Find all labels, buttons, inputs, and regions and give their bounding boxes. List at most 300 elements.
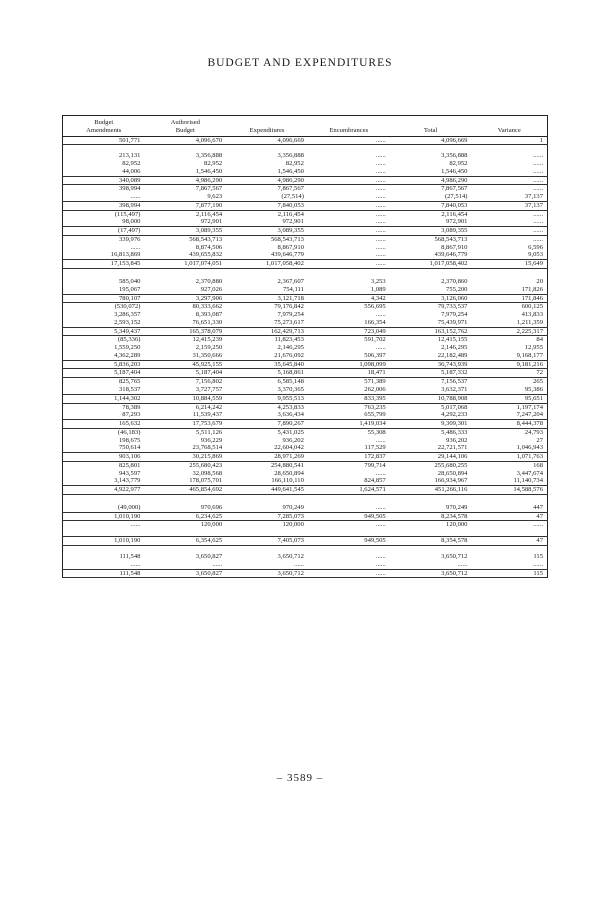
table-cell: 254,880,541 (270, 461, 304, 469)
table-cell: 3,253 (370, 278, 386, 286)
table-cell: 449,641,545 (226, 486, 308, 495)
table-cell: 6,234,625 (144, 512, 226, 521)
table-row (63, 352, 548, 360)
table-row (63, 278, 548, 286)
table-cell: ...... (130, 560, 141, 568)
table-cell: 1,017,058,402 (226, 260, 308, 269)
table-cell: 9,053 (528, 251, 543, 259)
table-cell: 3,370,365 (277, 385, 304, 393)
table-cell: 162,429,713 (226, 327, 308, 336)
spacer-cell (144, 529, 226, 537)
table-cell: ...... (533, 152, 543, 160)
table-cell: 1,546,450 (441, 167, 468, 175)
table-cell: 22,721,571 (437, 444, 468, 452)
spacer-cell (226, 145, 308, 153)
table-cell: 14,588,576 (471, 486, 547, 495)
table-cell: 1,010,190 (63, 512, 145, 521)
header-total: Total (390, 116, 472, 137)
table-row (63, 561, 548, 569)
table-row (63, 461, 548, 469)
table-cell: 9,955,513 (226, 394, 308, 403)
table-cell: (46,183) (117, 428, 141, 436)
table-row (63, 444, 548, 452)
table-cell: ...... (457, 560, 468, 568)
table-cell: ...... (533, 218, 543, 226)
table-cell: ...... (375, 210, 386, 218)
table-cell: 4,096,670 (144, 136, 226, 145)
table-cell: 21,676,092 (274, 351, 304, 359)
table-cell: 8,393,087 (195, 311, 223, 319)
table-cell: 10,884,559 (144, 394, 226, 403)
table-row (63, 303, 548, 311)
table-cell: 1,197,174 (516, 403, 543, 411)
table-cell: (27,514) (281, 193, 304, 201)
table-cell: 3,632,371 (441, 385, 468, 393)
table-cell: 178,075,701 (189, 477, 223, 485)
table-cell: 4,253,833 (277, 403, 304, 411)
spacer-cell (63, 145, 145, 153)
table-cell: 95,386 (524, 385, 543, 393)
table-cell: 213,131 (119, 152, 141, 160)
table-cell: 80,333,662 (192, 303, 223, 311)
table-cell: 1,046,943 (516, 444, 543, 452)
spacer-row (63, 494, 548, 504)
table-cell: 5,836,203 (63, 360, 145, 369)
table-cell: 447 (533, 503, 543, 511)
table-cell: 255,680,255 (434, 461, 468, 469)
header-budget-amendments: Budget Amendments (63, 116, 145, 137)
table-cell: ...... (294, 560, 304, 568)
subtotal-row (63, 260, 548, 269)
table-cell: 8,354,578 (390, 537, 472, 546)
table-cell: 398,994 (63, 201, 145, 210)
budget-table (62, 115, 548, 578)
table-cell: 3,356,888 (195, 152, 223, 160)
table-cell: 78,389 (122, 403, 141, 411)
table-cell: 4,292,233 (441, 411, 468, 419)
table-cell: 936,202 (282, 436, 304, 444)
spacer-cell (308, 145, 390, 153)
table-cell: 82,952 (449, 160, 468, 168)
table-row (63, 437, 548, 445)
table-cell: 12,415,155 (437, 336, 468, 344)
table-cell: 8,867,910 (441, 243, 468, 251)
table-cell: 780,107 (63, 294, 145, 303)
spacer-cell (390, 269, 472, 279)
table-cell: 27 (536, 436, 543, 444)
table-cell: 2,593,152 (114, 318, 141, 326)
table-cell: ...... (308, 260, 390, 269)
table-cell: 111,548 (63, 569, 145, 578)
table-cell: 28,971,269 (226, 453, 308, 462)
table-cell: 1,144,302 (63, 394, 145, 403)
table-cell: 28,650,894 (274, 469, 304, 477)
table-cell: 972,901 (446, 218, 468, 226)
spacer-cell (308, 529, 390, 537)
table-cell: 115 (471, 569, 547, 578)
spacer-cell (226, 529, 308, 537)
subtotal-row (63, 360, 548, 369)
table-cell: 439,646,779 (270, 251, 304, 259)
table-cell: 195,067 (119, 285, 141, 293)
table-cell: 571,389 (364, 378, 386, 386)
table-cell: 6,354,625 (144, 537, 226, 546)
table-cell: 465,854,692 (144, 486, 226, 495)
table-cell: 84 (536, 336, 543, 344)
table-cell: 165,378,079 (144, 327, 226, 336)
table-row (63, 411, 548, 419)
subtotal-row (63, 369, 548, 378)
table-cell: 7,867,567 (277, 185, 304, 193)
table-row (63, 477, 548, 485)
spacer-cell (308, 545, 390, 553)
table-cell: 115 (533, 552, 543, 560)
table-cell: 439,655,832 (189, 251, 223, 259)
table-cell: 655,799 (364, 411, 386, 419)
table-cell: 4,986,290 (390, 176, 472, 185)
table-cell: 8,234,578 (390, 512, 472, 521)
spacer-cell (471, 494, 547, 504)
table-cell: 262,006 (364, 385, 386, 393)
table-cell: 120,000 (446, 521, 468, 529)
table-cell: 568,543,713 (270, 235, 304, 243)
table-cell: 82,952 (204, 160, 223, 168)
table-cell: 24,793 (524, 428, 543, 436)
table-cell: 47 (471, 537, 547, 546)
subtotal-row (63, 394, 548, 403)
table-cell: 600,125 (521, 303, 543, 311)
subtotal-row (63, 537, 548, 546)
spacer-cell (308, 269, 390, 279)
table-cell: ...... (375, 243, 386, 251)
table-cell: ...... (375, 311, 386, 319)
table-cell: 22,604,042 (274, 444, 304, 452)
table-cell: 949,505 (308, 537, 390, 546)
table-cell: 949,505 (308, 512, 390, 521)
table-cell: 1,017,058,402 (390, 260, 472, 269)
table-cell: 5,187,332 (390, 369, 472, 378)
table-cell: 6,214,242 (195, 403, 223, 411)
table-cell: 2,146,295 (277, 344, 304, 352)
table-cell: ...... (375, 521, 386, 529)
table-cell: ...... (375, 167, 386, 175)
table-cell: 451,266,116 (390, 486, 472, 495)
table-cell: 166,110,110 (271, 477, 304, 485)
table-cell: 12,955 (524, 344, 543, 352)
header-variance: Variance (471, 116, 547, 137)
table-cell: 943,597 (119, 469, 141, 477)
table-cell: 7,285,073 (226, 512, 308, 521)
table-cell: 3,286,357 (114, 311, 141, 319)
table-cell: 972,901 (282, 218, 304, 226)
spacer-cell (390, 494, 472, 504)
table-cell: 8,444,378 (471, 420, 547, 429)
table-cell: 723,049 (308, 327, 390, 336)
table-row (63, 160, 548, 168)
table-cell: 171,846 (471, 294, 547, 303)
table-cell: 30,215,869 (144, 453, 226, 462)
table-cell: 824,857 (364, 477, 386, 485)
table-cell: ...... (533, 521, 543, 529)
table-cell: 4,342 (308, 294, 390, 303)
table-cell: 87,293 (122, 411, 141, 419)
table-cell: 2,116,454 (277, 210, 304, 218)
subtotal-row (63, 420, 548, 429)
table-cell: 5,187,404 (63, 369, 145, 378)
table-cell: 5,431,025 (277, 428, 304, 436)
table-row (63, 386, 548, 394)
table-cell: ...... (375, 152, 386, 160)
table-cell: 927,026 (200, 285, 223, 293)
table-cell: 1,419,034 (308, 420, 390, 429)
table-cell: 166,934,967 (434, 477, 468, 485)
table-cell: 82,952 (285, 160, 304, 168)
table-row (63, 168, 548, 176)
table-cell: 903,106 (63, 453, 145, 462)
table-cell: 7,890,267 (226, 420, 308, 429)
table-row (63, 185, 548, 193)
table-cell: 4,922,977 (63, 486, 145, 495)
table-cell: 23,768,514 (192, 444, 223, 452)
table-cell: 3,356,888 (441, 152, 468, 160)
table-cell: ...... (308, 136, 390, 145)
table-cell: 3,297,906 (144, 294, 226, 303)
table-cell: 28,650,894 (437, 469, 468, 477)
table-cell: 7,405,073 (226, 537, 308, 546)
table-cell: 171,826 (521, 285, 543, 293)
table-cell: 4,986,290 (144, 176, 226, 185)
table-cell: 3,121,718 (226, 294, 308, 303)
table-cell: 1,010,190 (63, 537, 145, 546)
table-cell: 970,249 (282, 503, 304, 511)
table-cell: 76,651,330 (192, 318, 223, 326)
table-row (63, 553, 548, 561)
table-cell: 556,695 (364, 303, 386, 311)
table-cell: (49,000) (117, 503, 141, 511)
table-cell: 22,182,489 (437, 351, 468, 359)
table-cell: 165,632 (63, 420, 145, 429)
table-cell: 2,146,295 (441, 344, 468, 352)
table-row (63, 470, 548, 478)
table-row (63, 152, 548, 160)
subtotal-row (63, 227, 548, 236)
table-cell: 2,367,607 (277, 278, 304, 286)
table-cell: 37,137 (524, 193, 543, 201)
table-cell: 11,823,453 (274, 336, 304, 344)
table-cell: 439,646,779 (434, 251, 468, 259)
spacer-cell (144, 269, 226, 279)
table-cell: 1,624,571 (308, 486, 390, 495)
table-cell: 8,874,506 (195, 243, 223, 251)
table-cell: ...... (375, 469, 386, 477)
table-cell: 15,649 (471, 260, 547, 269)
table-cell: 98,000 (122, 218, 141, 226)
table-cell: 3,650,712 (226, 569, 308, 578)
table-cell: 9,168,177 (516, 351, 543, 359)
spacer-cell (144, 494, 226, 504)
table-row (63, 218, 548, 226)
table-cell: 265 (533, 378, 543, 386)
table-cell: 568,543,713 (434, 235, 468, 243)
subtotal-row (63, 201, 548, 210)
table-cell: 970,249 (446, 503, 468, 511)
table-row (63, 210, 548, 218)
table-cell: ...... (533, 560, 543, 568)
table-cell: 7,979,254 (441, 311, 468, 319)
table-cell: ...... (375, 552, 386, 560)
header-authorised-budget: Authorised Budget (144, 116, 226, 137)
table-cell: 4,986,290 (226, 176, 308, 185)
table-cell: 3,089,355 (144, 227, 226, 236)
table-cell: (115,497) (114, 210, 141, 218)
table-cell: 3,447,674 (516, 469, 543, 477)
table-cell: 111,548 (119, 552, 141, 560)
table-cell: 7,867,567 (195, 185, 223, 193)
table-cell: 7,877,190 (144, 201, 226, 210)
table-cell: (530,072) (114, 303, 141, 311)
table-cell: ...... (375, 560, 386, 568)
table-cell: (17,497) (63, 227, 145, 236)
header-encumbrances: Encumbrances (308, 116, 390, 137)
table-cell: 31,350,666 (192, 351, 223, 359)
table-cell: 72 (471, 369, 547, 378)
table-cell: 29,144,106 (390, 453, 472, 462)
table-cell: 44,006 (122, 167, 141, 175)
table-cell: ...... (375, 218, 386, 226)
spacer-cell (308, 494, 390, 504)
table-cell: ...... (130, 193, 141, 201)
table-cell: ...... (130, 521, 141, 529)
table-cell: 3,650,712 (277, 552, 304, 560)
spacer-row (63, 145, 548, 153)
spacer-cell (63, 529, 145, 537)
table-cell: ...... (212, 560, 223, 568)
spacer-cell (226, 545, 308, 553)
header-row (63, 116, 548, 137)
table-cell: 117,529 (364, 444, 386, 452)
table-row (63, 403, 548, 411)
table-cell: 825,765 (119, 378, 141, 386)
table-cell: 79,733,537 (437, 303, 468, 311)
table-cell: 3,650,712 (390, 569, 472, 578)
table-cell: 9,309,301 (390, 420, 472, 429)
table-cell: 45,925,155 (144, 360, 226, 369)
table-cell: ...... (533, 185, 543, 193)
table-cell: 5,349,437 (63, 327, 145, 336)
table-cell: ...... (375, 160, 386, 168)
table-cell: 4,362,289 (114, 351, 141, 359)
table-row (63, 319, 548, 327)
table-cell: 32,098,568 (192, 469, 223, 477)
table-cell: ...... (375, 193, 386, 201)
table-row (63, 193, 548, 201)
table-cell: 3,727,757 (195, 385, 223, 393)
table-cell: 4,096,669 (390, 136, 472, 145)
table-cell: (27,514) (444, 193, 468, 201)
table-cell: 7,867,567 (441, 185, 468, 193)
table-cell: 2,225,317 (471, 327, 547, 336)
table-cell: 340,089 (63, 176, 145, 185)
page-title: BUDGET AND EXPENDITURES (207, 57, 393, 69)
table-cell: 970,696 (200, 503, 223, 511)
table-cell: 120,000 (282, 521, 304, 529)
table-cell: 120,000 (200, 521, 223, 529)
table-row (63, 378, 548, 386)
spacer-cell (63, 545, 145, 553)
table-cell: 2,370,860 (441, 278, 468, 286)
table-cell: 972,901 (200, 218, 223, 226)
table-cell: ...... (533, 167, 543, 175)
spacer-cell (226, 494, 308, 504)
table-row (63, 336, 548, 344)
table-cell: ...... (533, 160, 543, 168)
table-cell: 7,840,053 (226, 201, 308, 210)
table-cell: 37,137 (471, 201, 547, 210)
table-cell: ...... (308, 176, 390, 185)
table-row (63, 235, 548, 243)
table-cell: 3,650,827 (144, 569, 226, 578)
table-row (63, 504, 548, 512)
table-cell: ...... (533, 210, 543, 218)
spacer-cell (390, 545, 472, 553)
table-cell: 1,071,763 (471, 453, 547, 462)
spacer-cell (63, 494, 145, 504)
table-cell: 11,140,734 (513, 477, 543, 485)
subtotal-row (63, 327, 548, 336)
subtotal-row (63, 569, 548, 578)
subtotal-row (63, 294, 548, 303)
spacer-cell (471, 529, 547, 537)
table-cell: 8,867,910 (277, 243, 304, 251)
table-cell: 5,017,068 (441, 403, 468, 411)
table-cell: 75,439,971 (437, 318, 468, 326)
table-cell: 763,235 (364, 403, 386, 411)
table-cell: 9,181,216 (471, 360, 547, 369)
table-cell: 3,089,355 (226, 227, 308, 236)
subtotal-row (63, 486, 548, 495)
table-cell: 2,370,880 (195, 278, 223, 286)
table-cell: ...... (533, 235, 543, 243)
table-cell: 5,486,333 (441, 428, 468, 436)
table-cell: 833,395 (308, 394, 390, 403)
table-cell: 5,187,404 (144, 369, 226, 378)
spacer-row (63, 545, 548, 553)
table-cell: 18,471 (308, 369, 390, 378)
table-cell: 10,788,908 (390, 394, 472, 403)
table-cell: 936,202 (446, 436, 468, 444)
table-cell: 7,247,204 (516, 411, 543, 419)
table-cell: 1,546,450 (195, 167, 223, 175)
table-cell: 6,585,148 (277, 378, 304, 386)
table-cell: ...... (308, 227, 390, 236)
subtotal-row (63, 512, 548, 521)
spacer-row (63, 529, 548, 537)
subtotal-row (63, 136, 548, 145)
spacer-cell (144, 145, 226, 153)
table-cell: 9,623 (207, 193, 223, 201)
table-cell: ...... (308, 201, 390, 210)
table-cell: 755,200 (446, 285, 468, 293)
subtotal-row (63, 176, 548, 185)
table-cell: 12,415,239 (192, 336, 223, 344)
table-cell: 506,397 (364, 351, 386, 359)
table-cell: 5,511,126 (196, 428, 223, 436)
table-body (63, 136, 548, 578)
table-cell: 7,979,254 (277, 311, 304, 319)
table-cell: 3,650,712 (441, 552, 468, 560)
table-cell: 16,813,869 (110, 251, 141, 259)
spacer-cell (390, 145, 472, 153)
